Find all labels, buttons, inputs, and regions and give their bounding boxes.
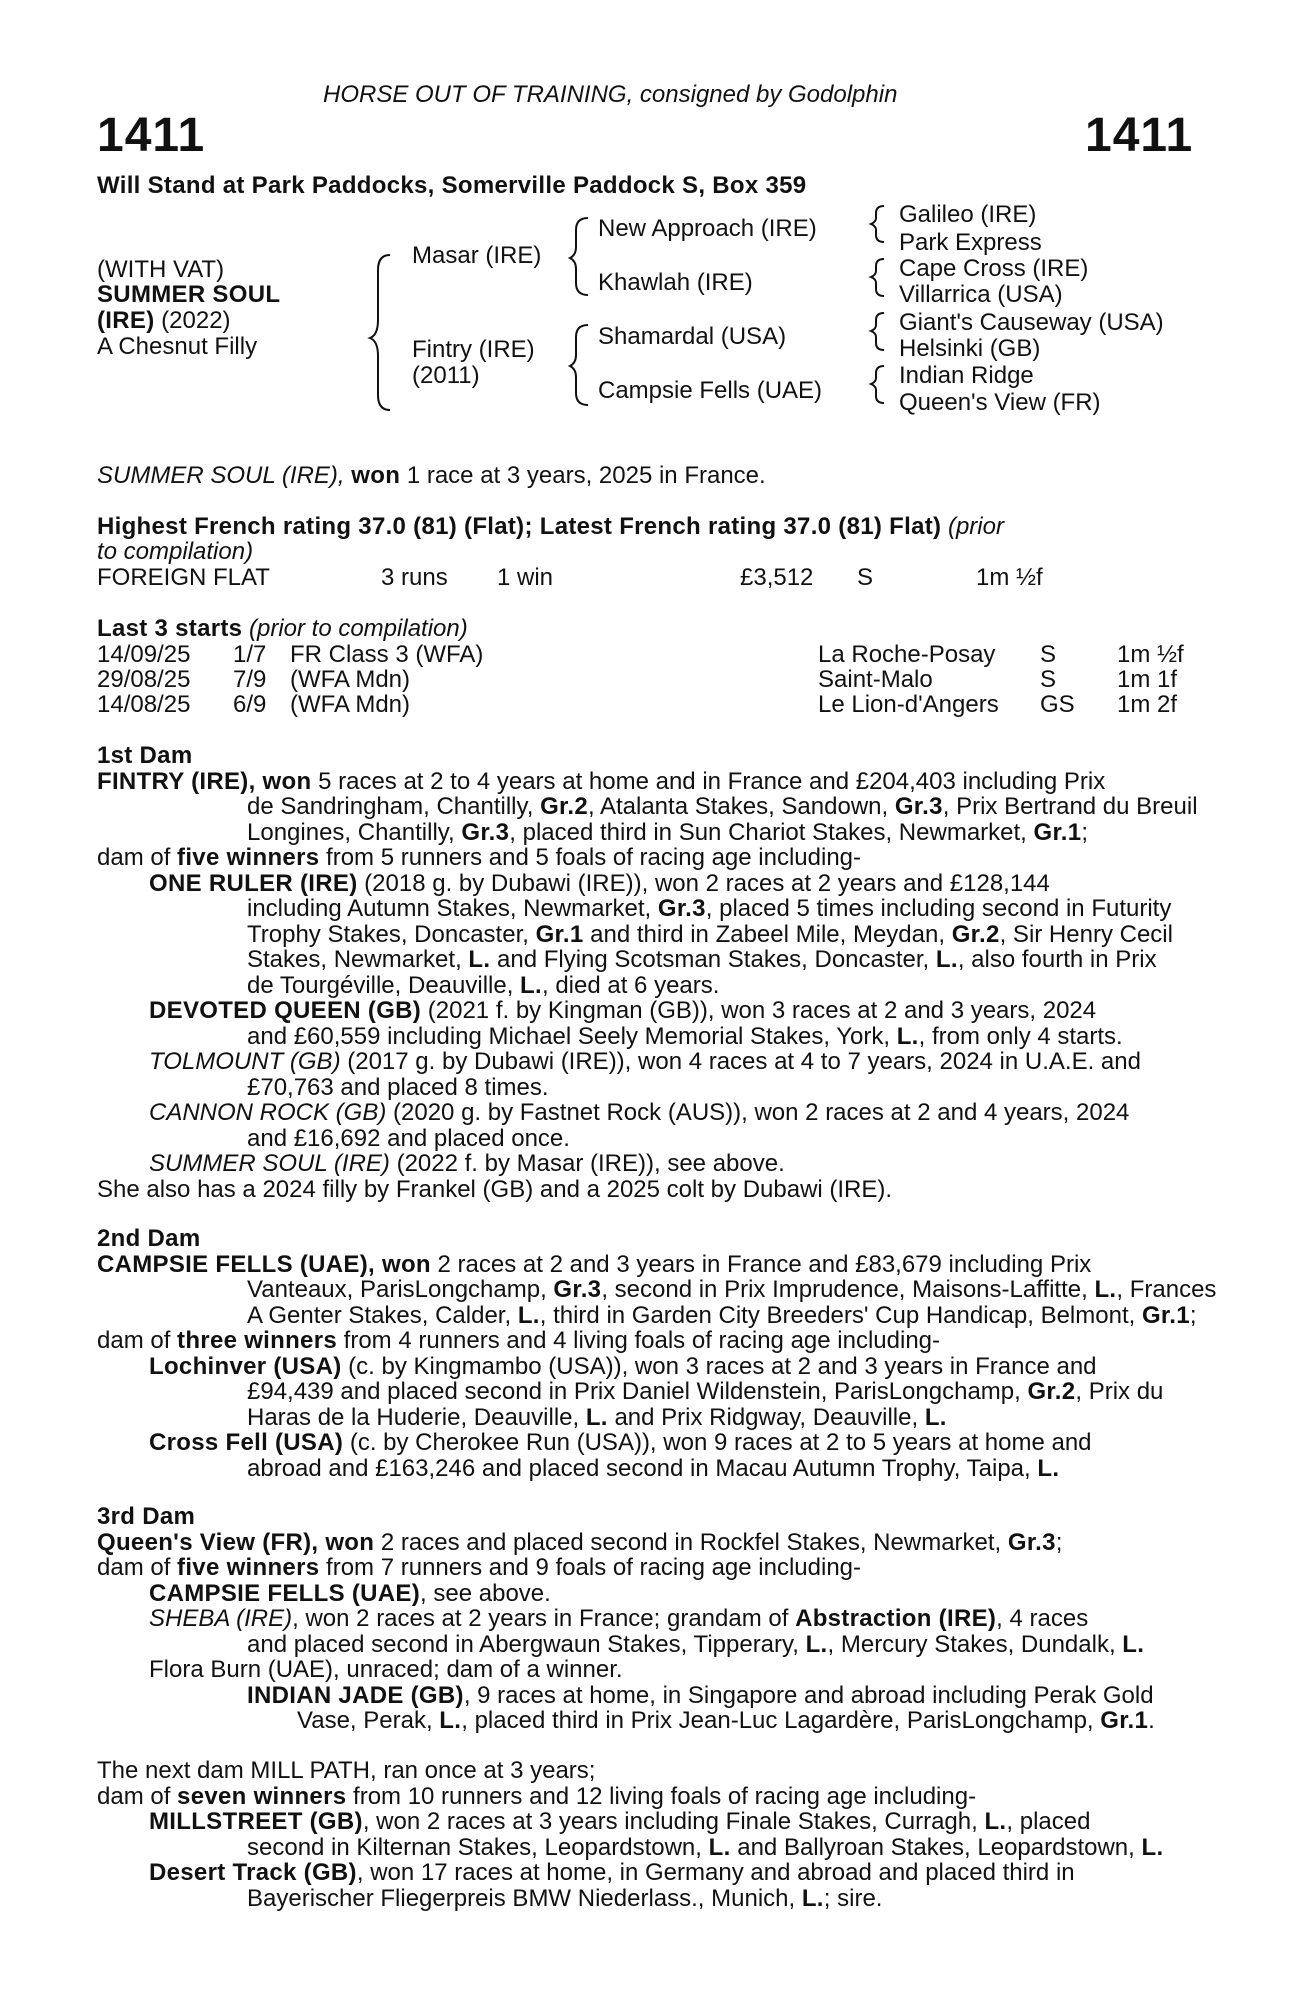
- third-dam-line: [97, 1530, 1203, 1556]
- text: Vanteaux, ParisLongchamp,: [247, 1276, 554, 1303]
- race-summary: [97, 463, 766, 489]
- rating-line: [97, 514, 1004, 540]
- grade: L.: [517, 1301, 540, 1329]
- start-race: (WFA Mdn): [290, 666, 411, 693]
- produce-line: [97, 871, 1203, 897]
- text: , won 17 races at home, in Germany and abroad and placed third in: [356, 1859, 1075, 1886]
- text: de Sandringham, Chantilly,: [247, 793, 541, 820]
- produce-name: Cross Fell (USA): [149, 1429, 344, 1456]
- grade: Gr.2: [951, 920, 1000, 948]
- dam-name: CAMPSIE FELLS (UAE), won: [97, 1250, 431, 1278]
- grade: Gr.3: [553, 1276, 602, 1303]
- grade: Gr.1: [1100, 1707, 1149, 1734]
- produce-line: [97, 1430, 1203, 1456]
- second-dam-line: [97, 1252, 1203, 1278]
- vat-note: (WITH VAT): [97, 256, 225, 283]
- pedigree-ssd: Park Express: [899, 229, 1042, 256]
- text: £94,439 and placed second in Prix Daniel Wildenstein, ParisLongchamp,: [247, 1378, 1028, 1405]
- text: , placed 5 times including second in Futurity: [705, 895, 1172, 922]
- start-date: 14/08/25: [97, 691, 191, 718]
- pedigree-dam-sire: Shamardal (USA): [598, 323, 787, 350]
- text: 2 races at 2 and 3 years in France and £83,679 including Prix: [430, 1250, 1092, 1278]
- record-runs: 3 runs: [381, 564, 448, 591]
- third-dam-section: [97, 1504, 1203, 1734]
- grade: L.: [924, 1403, 947, 1431]
- record-prize: £3,512: [740, 564, 814, 591]
- grade: Gr.3: [461, 818, 510, 846]
- record-distance: 1m ½f: [976, 564, 1043, 591]
- text: (2020 g. by Fastnet Rock (AUS)), won 2 races at 2 and 4 years, 2024: [386, 1099, 1130, 1126]
- winners-count: five winners: [177, 1554, 320, 1581]
- grade: Gr.1: [1033, 818, 1082, 846]
- grand-produce-name: Abstraction (IRE): [795, 1605, 997, 1632]
- text: , Sir Henry Cecil: [999, 920, 1173, 948]
- text: , 4 races: [996, 1605, 1089, 1632]
- grade: L.: [984, 1808, 1007, 1835]
- text: and Flying Scotsman Stakes, Doncaster,: [490, 946, 936, 973]
- text: including Autumn Stakes, Newmarket,: [247, 895, 658, 922]
- text: , won 2 races at 2 years in France; grandam of: [292, 1605, 796, 1632]
- start-distance: 1m 1f: [1117, 666, 1178, 693]
- grade: Gr.3: [657, 895, 706, 922]
- produce-line: [97, 1809, 1203, 1835]
- first-dam-heading: 1st Dam: [97, 742, 193, 769]
- produce-line: [97, 1024, 1203, 1050]
- second-dam-line: [97, 1328, 1203, 1354]
- grade: Gr.2: [1027, 1378, 1076, 1405]
- produce-line: [97, 1860, 1203, 1886]
- text: , see above.: [420, 1579, 551, 1607]
- text: dam of: [97, 1782, 178, 1810]
- produce-name: Desert Track (GB): [149, 1859, 357, 1886]
- text: ;: [1189, 1301, 1197, 1329]
- grade: L.: [1141, 1833, 1164, 1861]
- text: dam of: [97, 1554, 178, 1581]
- pedigree-sss: Galileo (IRE): [899, 201, 1037, 228]
- text: Haras de la Huderie, Deauville,: [247, 1403, 586, 1431]
- pedigree-dam-dam: Campsie Fells (UAE): [598, 377, 823, 404]
- produce-line: [97, 1456, 1203, 1482]
- first-dam-line: [97, 794, 1203, 820]
- first-dam-section: [97, 743, 1203, 1202]
- rating-note-2: to compilation): [97, 538, 254, 565]
- grade: L.: [520, 971, 542, 999]
- text: second in Kilternan Stakes, Leopardstown,: [247, 1833, 709, 1861]
- last-starts-heading: [97, 616, 468, 642]
- record-wins: 1 win: [497, 564, 554, 591]
- text: (c. by Cherokee Run (USA)), won 9 races at 2 to 5 years at home and: [343, 1429, 1092, 1456]
- text: from 7 runners and 9 foals of racing age including-: [319, 1554, 862, 1581]
- text: from 10 runners and 12 living foals of racing age including-: [346, 1782, 977, 1810]
- produce-line: and £16,692 and placed once.: [247, 1124, 570, 1152]
- lot-number-left: 1411: [97, 109, 206, 162]
- produce-name: DEVOTED QUEEN (GB): [149, 997, 422, 1024]
- produce-line: [97, 947, 1203, 973]
- winners-count: seven winners: [177, 1782, 347, 1810]
- produce-name: CAMPSIE FELLS (UAE): [149, 1579, 421, 1607]
- start-course: Saint-Malo: [818, 666, 933, 693]
- summary-won: won: [351, 462, 401, 489]
- text: , second in Prix Imprudence, Maisons-Laffitte,: [601, 1276, 1095, 1303]
- text: , Prix du: [1075, 1378, 1164, 1405]
- horse-description: A Chesnut Filly: [97, 333, 258, 360]
- start-distance: 1m ½f: [1117, 641, 1184, 668]
- next-dam-section: [97, 1758, 1203, 1911]
- start-position: 7/9: [233, 666, 267, 693]
- produce-line: £70,763 and placed 8 times.: [247, 1073, 549, 1101]
- produce-name: ONE RULER (IRE): [149, 869, 358, 897]
- horse-name: SUMMER SOUL: [97, 281, 281, 308]
- text: 5 races at 2 to 4 years at home and in France and £204,403 including Prix: [311, 767, 1106, 795]
- text: (c. by Kingmambo (USA)), won 3 races at 2 and 3 years in France and: [341, 1352, 1097, 1380]
- grade: L.: [1037, 1454, 1060, 1482]
- start-race: FR Class 3 (WFA): [290, 641, 484, 668]
- grade: L.: [708, 1833, 731, 1861]
- text: 2 races and placed second in Rockfel Stakes, Newmarket,: [374, 1528, 1008, 1556]
- text: , 9 races at home, in Singapore and abroad including Perak Gold: [463, 1681, 1154, 1709]
- start-race: (WFA Mdn): [290, 691, 411, 718]
- text: (2018 g. by Dubawi (IRE)), won 2 races at 2 years and £128,144: [357, 869, 1050, 897]
- text: .: [1148, 1707, 1155, 1734]
- text: , third in Garden City Breeders' Cup Handicap, Belmont,: [539, 1301, 1142, 1329]
- produce-line: [97, 1835, 1203, 1861]
- pedigree-sdd: Villarrica (USA): [899, 281, 1063, 308]
- pedigree-ddd: Queen's View (FR): [899, 389, 1101, 416]
- grade: L.: [439, 1707, 462, 1734]
- produce-line: [97, 1886, 1203, 1912]
- text: , won 2 races at 3 years including Finale Stakes, Curragh,: [362, 1808, 985, 1835]
- grade: Gr.3: [894, 793, 943, 820]
- grade: L.: [805, 1630, 828, 1658]
- text: and placed second in Abergwaun Stakes, Tipperary,: [247, 1630, 806, 1658]
- third-dam-heading: 3rd Dam: [97, 1503, 196, 1530]
- produce-name: INDIAN JADE (GB): [247, 1681, 464, 1709]
- produce-line: [97, 973, 1203, 999]
- grade: L.: [1122, 1630, 1145, 1658]
- record-going: S: [857, 564, 874, 591]
- first-dam-line: [97, 845, 1203, 871]
- third-dam-line: [97, 1555, 1203, 1581]
- text: dam of: [97, 1327, 178, 1354]
- start-going: S: [1040, 641, 1057, 668]
- catalogue-subtitle: HORSE OUT OF TRAINING, consigned by Godolphin: [323, 81, 898, 108]
- produce-line: Flora Burn (UAE), unraced; dam of a winner.: [149, 1656, 623, 1683]
- text: de Tourgéville, Deauville,: [247, 971, 521, 999]
- text: and £60,559 including Michael Seely Memorial Stakes, York,: [247, 1022, 897, 1050]
- text: (2017 g. by Dubawi (IRE)), won 4 races at 4 to 7 years, 2024 in U.A.E. and: [340, 1048, 1141, 1075]
- text: , placed third in Prix Jean-Luc Lagardère, ParisLongchamp,: [461, 1707, 1101, 1734]
- pedigree-dam-year: (2011): [412, 362, 480, 389]
- start-date: 14/09/25: [97, 641, 191, 668]
- start-position: 6/9: [233, 691, 267, 718]
- text: from 4 runners and 4 living foals of racing age including-: [337, 1327, 940, 1354]
- grade: L.: [896, 1022, 919, 1050]
- produce-line: [97, 1100, 1203, 1126]
- text: ;: [1081, 818, 1089, 846]
- first-dam-line: [97, 820, 1203, 846]
- text: (2022 f. by Masar (IRE)), see above.: [389, 1150, 785, 1177]
- first-dam-line: [97, 769, 1203, 795]
- produce-line: [97, 1632, 1203, 1658]
- produce-name: Lochinver (USA): [149, 1352, 342, 1380]
- start-going: GS: [1040, 691, 1075, 718]
- produce-line: [97, 1379, 1203, 1405]
- produce-name: SUMMER SOUL (IRE): [149, 1150, 390, 1177]
- text: Bayerischer Fliegerpreis BMW Niederlass., Munich,: [247, 1884, 802, 1912]
- last-starts-note: (prior to compilation): [242, 615, 468, 642]
- text: , died at 6 years.: [541, 971, 720, 999]
- produce-line: [97, 998, 1203, 1024]
- grade: Gr.3: [1007, 1528, 1056, 1556]
- produce-line: [97, 1606, 1203, 1632]
- rating-text: Highest French rating 37.0 (81) (Flat); Latest French rating 37.0 (81) Flat): [97, 513, 942, 540]
- produce-line: [97, 1708, 1203, 1734]
- grade: Gr.1: [535, 920, 584, 948]
- second-dam-heading: 2nd Dam: [97, 1225, 201, 1252]
- pedigree-dds: Indian Ridge: [899, 362, 1034, 389]
- winners-count: three winners: [177, 1327, 337, 1354]
- grade: L.: [935, 946, 958, 973]
- text: , Mercury Stakes, Dundalk,: [827, 1630, 1123, 1658]
- start-going: S: [1040, 666, 1057, 693]
- summary-horse: SUMMER SOUL (IRE),: [97, 462, 345, 489]
- produce-line: [97, 1151, 1203, 1177]
- first-dam-line: She also has a 2024 filly by Frankel (GB) and a 2025 colt by Dubawi (IRE).: [97, 1175, 893, 1203]
- produce-line: [97, 1354, 1203, 1380]
- pedigree-dsd: Helsinki (GB): [899, 335, 1041, 362]
- text: ;: [1055, 1528, 1063, 1556]
- grade: L.: [801, 1884, 824, 1912]
- second-dam-line: [97, 1303, 1203, 1329]
- text: Vase, Perak,: [297, 1707, 440, 1734]
- start-course: Le Lion-d'Angers: [818, 691, 999, 718]
- next-dam-line: The next dam MILL PATH, ran once at 3 years;: [97, 1757, 596, 1784]
- produce-name: MILLSTREET (GB): [149, 1808, 363, 1835]
- stand-location: Will Stand at Park Paddocks, Somerville Paddock S, Box 359: [97, 172, 807, 199]
- record-label: FOREIGN FLAT: [97, 564, 270, 591]
- grade: L.: [1094, 1276, 1117, 1303]
- produce-name: SHEBA (IRE): [149, 1605, 293, 1632]
- next-dam-line: [97, 1784, 1203, 1810]
- produce-line: [97, 1683, 1203, 1709]
- text: , Atalanta Stakes, Sandown,: [587, 793, 895, 820]
- text: , placed third in Sun Chariot Stakes, Newmarket,: [509, 818, 1034, 846]
- start-date: 29/08/25: [97, 666, 191, 693]
- text: , also fourth in Prix: [957, 946, 1157, 973]
- text: and Prix Ridgway, Deauville,: [607, 1403, 925, 1431]
- pedigree-sds: Cape Cross (IRE): [899, 255, 1089, 282]
- produce-line: [97, 922, 1203, 948]
- last-starts-title: Last 3 starts: [97, 615, 243, 642]
- grade: Gr.1: [1141, 1301, 1190, 1329]
- text: , Prix Bertrand du Breuil: [942, 793, 1198, 820]
- text: and third in Zabeel Mile, Meydan,: [583, 920, 952, 948]
- second-dam-line: [97, 1276, 1217, 1303]
- pedigree-sire-sire: New Approach (IRE): [598, 215, 817, 242]
- start-position: 1/7: [233, 641, 267, 668]
- produce-line: [97, 1581, 1203, 1607]
- text: Stakes, Newmarket,: [247, 946, 469, 973]
- text: , from only 4 starts.: [918, 1022, 1123, 1050]
- text: , Frances: [1116, 1276, 1217, 1303]
- grade: Gr.2: [540, 793, 588, 820]
- produce-line: [97, 1405, 1203, 1431]
- pedigree-dam: Fintry (IRE): [412, 336, 535, 363]
- grade: L.: [585, 1403, 608, 1431]
- produce-name: CANNON ROCK (GB): [149, 1099, 387, 1126]
- produce-line: [97, 1049, 1203, 1075]
- text: abroad and £163,246 and placed second in Macau Autumn Trophy, Taipa,: [247, 1454, 1038, 1482]
- text: A Genter Stakes, Calder,: [247, 1301, 518, 1329]
- produce-name: TOLMOUNT (GB): [149, 1048, 341, 1075]
- pedigree-dss: Giant's Causeway (USA): [899, 309, 1164, 336]
- winners-count: five winners: [177, 844, 320, 871]
- grade: L.: [468, 946, 491, 973]
- horse-origin: (IRE): [97, 307, 155, 334]
- produce-line: [97, 896, 1203, 922]
- dam-name: Queen's View (FR), won: [97, 1528, 375, 1556]
- second-dam-section: [97, 1225, 1217, 1482]
- text: Trophy Stakes, Doncaster,: [247, 920, 536, 948]
- text: Longines, Chantilly,: [247, 818, 462, 846]
- dam-name: FINTRY (IRE), won: [97, 767, 312, 795]
- pedigree-sire-dam: Khawlah (IRE): [598, 269, 753, 296]
- text: dam of: [97, 844, 178, 871]
- text: , placed: [1006, 1808, 1091, 1835]
- rating-note: (prior: [941, 513, 1004, 540]
- pedigree-sire: Masar (IRE): [412, 242, 542, 269]
- text: ; sire.: [823, 1884, 883, 1912]
- text: from 5 runners and 5 foals of racing age including-: [319, 844, 862, 871]
- horse-year: (2022): [154, 307, 231, 334]
- text: and Ballyroan Stakes, Leopardstown,: [730, 1833, 1142, 1861]
- start-course: La Roche-Posay: [818, 641, 996, 668]
- text: (2021 f. by Kingman (GB)), won 3 races at 2 and 3 years, 2024: [421, 997, 1097, 1024]
- summary-rest: 1 race at 3 years, 2025 in France.: [400, 462, 766, 489]
- start-distance: 1m 2f: [1117, 691, 1178, 718]
- lot-number-right: 1411: [1085, 109, 1194, 162]
